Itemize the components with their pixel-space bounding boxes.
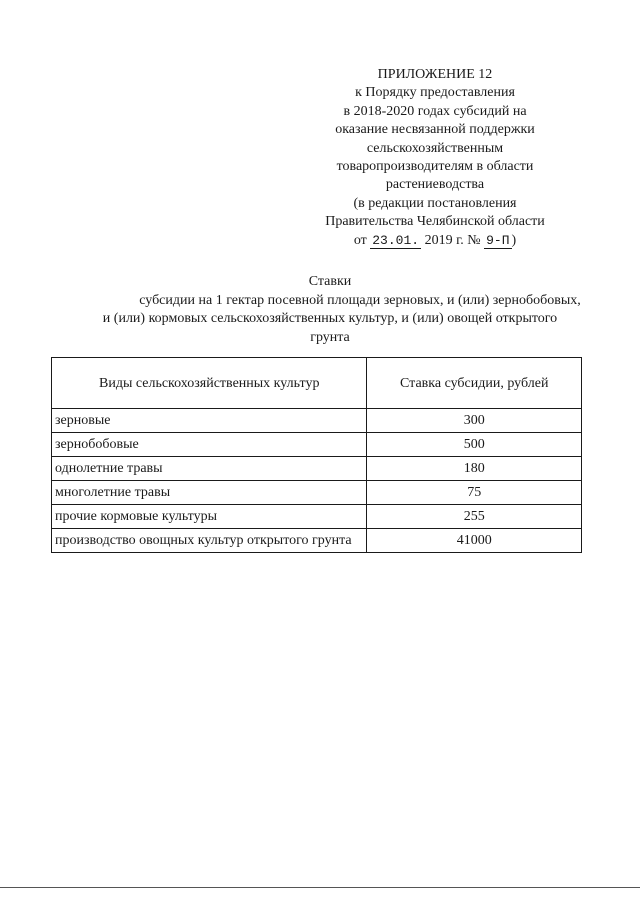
title-heading: Ставки — [308, 274, 352, 289]
table-header-row — [52, 358, 582, 409]
rate-cell: 41000 — [367, 529, 582, 553]
title-line: и (или) кормовых сельскохозяйственных культур, и (или) овощей открытого — [102, 311, 558, 326]
title-line: грунта — [310, 329, 350, 345]
rate-cell: 255 — [367, 505, 582, 529]
crop-cell: многолетние травы — [52, 481, 367, 505]
appendix-line: растениеводства — [385, 177, 485, 193]
appendix-title: ПРИЛОЖЕНИЕ 12 — [377, 67, 493, 82]
rates-table — [51, 357, 582, 553]
page-edge-rule — [0, 887, 640, 888]
date-year: 2019 г. № — [424, 232, 481, 248]
crop-cell: однолетние травы — [52, 457, 367, 481]
appendix-header — [300, 66, 570, 250]
rate-cell: 75 — [367, 481, 582, 505]
title-line: субсидии на 1 гектар посевной площади зерновых, и (или) зернобобовых, — [139, 292, 581, 308]
table-row — [52, 505, 582, 529]
crop-cell: зерновые — [52, 409, 367, 433]
appendix-line: к Порядку предоставления — [355, 85, 515, 101]
header-crop-type: Виды сельскохозяйственных культур — [52, 358, 367, 409]
table-row — [52, 433, 582, 457]
appendix-line: сельскохозяйственным — [366, 140, 504, 156]
handwritten-date: 23.01. — [372, 232, 420, 248]
rate-cell: 300 — [367, 409, 582, 433]
date-suffix: ) — [511, 232, 517, 248]
appendix-line: в 2018-2020 годах субсидий на — [343, 103, 527, 119]
rate-cell: 500 — [367, 433, 582, 457]
crop-cell: производство овощных культур открытого грунта — [52, 529, 367, 553]
appendix-line: Правительства Челябинской области — [325, 214, 545, 230]
table-row — [52, 481, 582, 505]
header-rate: Ставка субсидии, рублей — [367, 358, 582, 409]
appendix-line: (в редакции постановления — [353, 195, 517, 211]
table-row — [52, 529, 582, 553]
crop-cell: зернобобовые — [52, 433, 367, 457]
table-row — [52, 457, 582, 481]
handwritten-number: 9-П — [486, 232, 510, 248]
rate-cell: 180 — [367, 457, 582, 481]
date-prefix: от — [353, 232, 367, 248]
document-title — [40, 273, 620, 347]
appendix-line: товаропроизводителям в области — [336, 159, 534, 175]
appendix-date-line — [300, 232, 570, 250]
appendix-line: оказание несвязанной поддержки — [335, 122, 535, 138]
table-row — [52, 409, 582, 433]
crop-cell: прочие кормовые культуры — [52, 505, 367, 529]
